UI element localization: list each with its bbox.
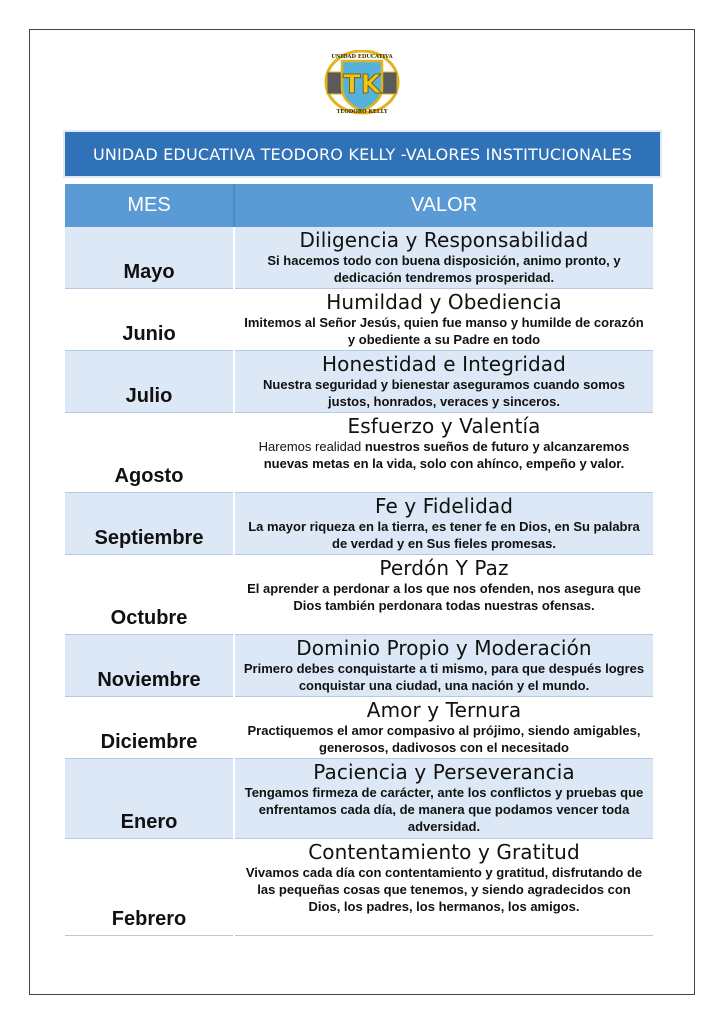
table-row <box>65 351 653 413</box>
table-row <box>65 697 653 759</box>
table-row <box>65 289 653 351</box>
month-cell: Septiembre <box>65 493 234 555</box>
logo-bottom-text: TEODORO KELLY <box>336 109 388 115</box>
value-description-rest: nuestros sueños de futuro y alcanzaremos nuevas metas en la vida, solo con ahínco, empeño y valor. <box>263 439 630 471</box>
value-cell <box>234 413 653 493</box>
value-description: La mayor riqueza en la tierra, es tener fe en Dios, en Su palabra de verdad y en Sus fieles promesas. <box>248 519 640 551</box>
value-cell <box>234 839 653 936</box>
table-row <box>65 227 653 289</box>
value-description: Tengamos firmeza de carácter, ante los conflictos y pruebas que enfrentamos cada día, de manera que podamos vencer toda adversidad. <box>244 785 644 834</box>
table-row <box>65 759 653 839</box>
value-description: Imitemos al Señor Jesús, quien fue manso y humilde de corazón y obediente a su Padre en todo <box>244 315 644 347</box>
value-description: Practiquemos el amor compasivo al prójimo, siendo amigables, generosos, dadivosos con el necesitado <box>247 723 641 755</box>
header-valor: VALOR <box>234 184 653 227</box>
month-cell: Junio <box>65 289 234 351</box>
document-title-banner: UNIDAD EDUCATIVA TEODORO KELLY -VALORES INSTITUCIONALES <box>65 132 660 176</box>
logo-top-text: UNIDAD EDUCATIVA <box>331 54 393 60</box>
school-logo <box>323 50 401 116</box>
month-cell: Octubre <box>65 555 234 635</box>
value-cell <box>234 635 653 697</box>
value-description: Nuestra seguridad y bienestar aseguramos cuando somos justos, honrados, veraces y sinceros. <box>263 377 625 409</box>
values-table <box>65 184 653 936</box>
value-title: Amor y Ternura <box>366 698 522 722</box>
month-cell: Diciembre <box>65 697 234 759</box>
value-cell <box>234 555 653 635</box>
value-title: Perdón Y Paz <box>379 556 509 580</box>
month-cell: Noviembre <box>65 635 234 697</box>
value-description: Vivamos cada día con contentamiento y gratitud, disfrutando de las pequeñas cosas que tenemos, y siendo agradecidos con Dios, los padres, los hermanos, los amigos. <box>245 865 643 914</box>
value-title: Diligencia y Responsabilidad <box>299 228 589 252</box>
value-description-lead: Haremos realidad <box>258 439 362 454</box>
value-cell <box>234 227 653 289</box>
value-cell <box>234 759 653 839</box>
value-title: Paciencia y Perseverancia <box>313 760 575 784</box>
value-title: Honestidad e Integridad <box>322 352 566 376</box>
table-header-row <box>65 184 653 227</box>
value-description <box>241 438 647 472</box>
value-cell <box>234 351 653 413</box>
month-cell: Agosto <box>65 413 234 493</box>
value-title: Humildad y Obediencia <box>326 290 562 314</box>
table-row <box>65 413 653 493</box>
value-title: Dominio Propio y Moderación <box>296 636 592 660</box>
value-cell <box>234 697 653 759</box>
value-title: Fe y Fidelidad <box>374 494 514 518</box>
value-cell <box>234 289 653 351</box>
value-description: Si hacemos todo con buena disposición, animo pronto, y dedicación tendremos prosperidad. <box>267 253 621 285</box>
value-description: El aprender a perdonar a los que nos ofenden, nos asegura que Dios también perdonara todas nuestras ofensas. <box>247 581 641 613</box>
month-cell: Julio <box>65 351 234 413</box>
month-cell: Mayo <box>65 227 234 289</box>
header-mes: MES <box>65 184 234 227</box>
value-title: Esfuerzo y Valentía <box>347 414 541 438</box>
value-title: Contentamiento y Gratitud <box>308 840 580 864</box>
table-row <box>65 555 653 635</box>
value-cell <box>234 493 653 555</box>
value-description: Primero debes conquistarte a ti mismo, para que después logres conquistar una ciudad, una nación y el mundo. <box>243 661 645 693</box>
table-row <box>65 839 653 936</box>
table-row <box>65 493 653 555</box>
logo-initials: TK <box>343 70 381 100</box>
month-cell: Enero <box>65 759 234 839</box>
table-row <box>65 635 653 697</box>
month-cell: Febrero <box>65 839 234 936</box>
